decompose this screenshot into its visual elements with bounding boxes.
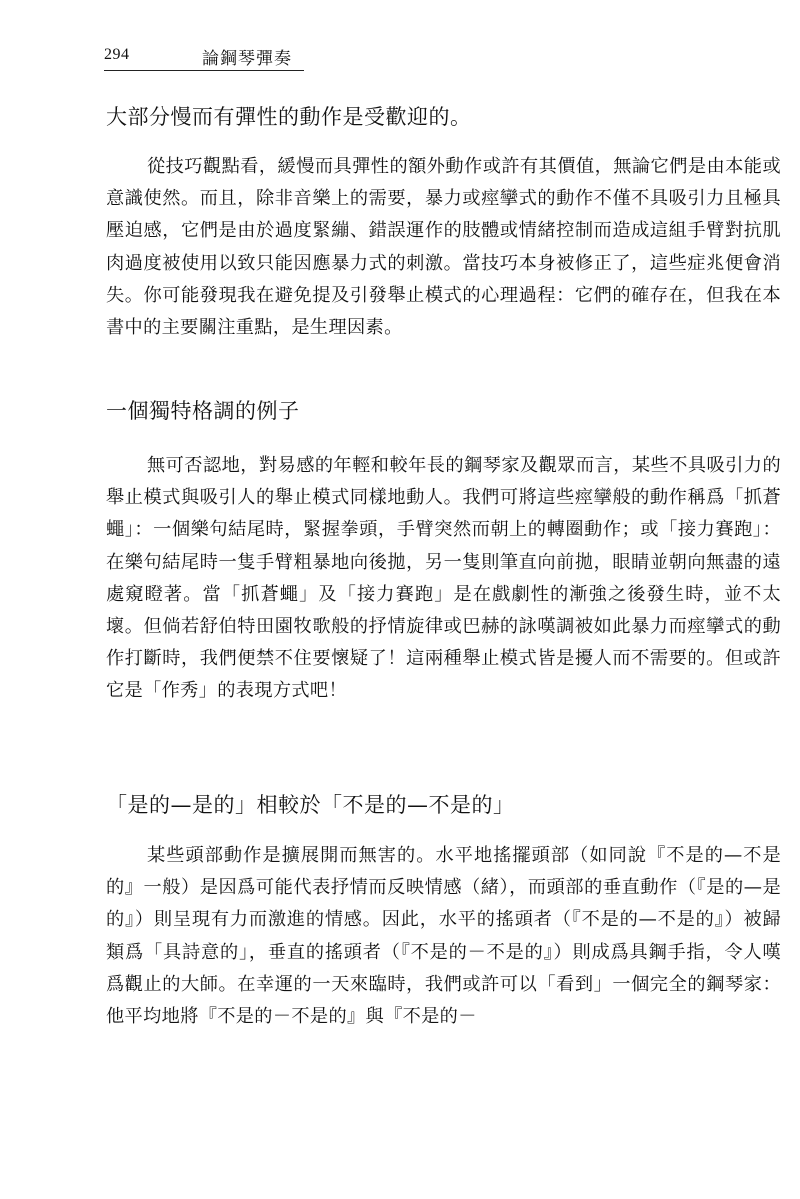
book-title: 論鋼琴彈奏: [202, 49, 292, 69]
section-heading-yes-no: 「是的—是的」相較於「不是的—不是的」: [106, 793, 515, 817]
running-head: [104, 44, 304, 71]
section-heading-elastic-movements: 大部分慢而有彈性的動作是受歡迎的。: [106, 105, 472, 129]
paragraph-yes-no: 某些頭部動作是擴展開而無害的。水平地搖擺頭部（如同說『不是的—不是的』一般）是因爲可能代表抒情而反映情感（緒），而頭部的垂直動作（『是的—是的』）則呈現有力而激進的情感。因此，水平的搖頭者（『不是的—不是的』）被歸類爲「具詩意的」，垂直的搖頭者（『不是的－不是的』）則成爲具鋼手指，令人嘆爲觀止的大師。在幸運的一天來臨時，我們或許可以「看到」一個完全的鋼琴家：他平均地將『不是的－不是的』與『不是的－: [106, 845, 781, 1028]
paragraph-elastic-movements: 從技巧觀點看，緩慢而具彈性的額外動作或許有其價值，無論它們是由本能或意識使然。而且，除非音樂上的需要，暴力或痙攣式的動作不僅不具吸引力且極具壓迫感，它們是由於過度緊繃、錯誤運作的肢體或情緒控制而造成這組手臂對抗肌肉過度被使用以致只能因應暴力式的刺激。當技巧本身被修正了，這些症兆便會消失。你可能發現我在避免提及引發舉止模式的心理過程：它們的確存在，但我在本書中的主要關注重點，是生理因素。: [106, 156, 781, 339]
page-number: 294: [104, 46, 130, 63]
paragraph-unique-style: 無可否認地，對易感的年輕和較年長的鋼琴家及觀眾而言，某些不具吸引力的舉止模式與吸引人的舉止模式同樣地動人。我們可將這些痙攣般的動作稱爲「抓蒼蠅」：一個樂句結尾時，緊握拳頭，手臂突然而朝上的轉圈動作；或「接力賽跑」：在樂句結尾時一隻手臂粗暴地向後拋，另一隻則筆直向前拋，眼睛並朝向無盡的遠處窺瞪著。當「抓蒼蠅」及「接力賽跑」是在戲劇性的漸強之後發生時，並不太壞。但倘若舒伯特田園牧歌般的抒情旋律或巴赫的詠嘆調被如此暴力而痙攣式的動作打斷時，我們便禁不住要懷疑了！這兩種舉止模式皆是擾人而不需要的。但或許它是「作秀」的表現方式吧！: [106, 455, 781, 702]
section-heading-unique-style: 一個獨特格調的例子: [106, 399, 300, 423]
